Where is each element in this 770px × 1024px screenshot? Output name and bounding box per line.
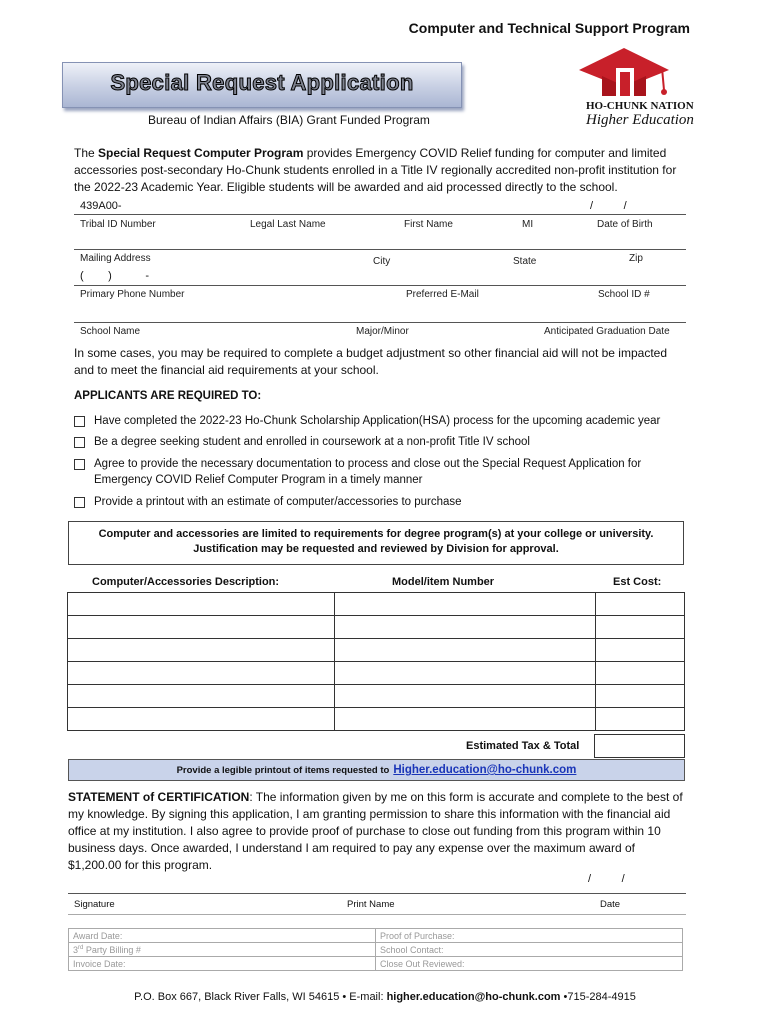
tax-total-label: Estimated Tax & Total — [466, 740, 580, 752]
requirement-item — [74, 413, 688, 429]
invoice-date-field: Invoice Date: — [69, 957, 376, 971]
budget-note: In some cases, you may be required to complete a budget adjustment so other financial aid will not be impacted and to meet the financial aid requirements at your school. — [74, 346, 667, 377]
footer — [0, 991, 770, 1003]
model-cell[interactable] — [335, 616, 596, 639]
description-cell[interactable] — [68, 685, 335, 708]
description-cell[interactable] — [68, 593, 335, 616]
state-label: State — [513, 256, 537, 267]
school-id-label: School ID # — [598, 289, 650, 300]
certification-body: : The information given by me on this form is accurate and complete to the best of my knowledge. By signing this application, I am granting permission to share this information with the financial aid office at my institution. I also agree to provide proof of purchase to close out funding from this program within 10 business days. Once awarded, I understand I am required to pay any expense over the maximum award of $1,200.00 for this program. — [68, 790, 683, 872]
program-title: Computer and Technical Support Program — [408, 20, 690, 36]
model-cell[interactable] — [335, 639, 596, 662]
signature-label: Signature — [74, 899, 115, 910]
row3-line — [74, 285, 686, 286]
cost-cell[interactable] — [596, 616, 685, 639]
first-name-label: First Name — [404, 219, 453, 230]
model-cell[interactable] — [335, 662, 596, 685]
certification-heading: STATEMENT of CERTIFICATION — [68, 790, 250, 804]
table-row — [68, 685, 685, 708]
requirement-text: Agree to provide the necessary documentation to process and close out the Special Request Application for Emergency COVID Relief Computer Program in a timely manner — [94, 458, 642, 486]
zip-label: Zip — [629, 253, 643, 264]
proof-field: Proof of Purchase: — [376, 929, 683, 943]
col-model-header: Model/item Number — [392, 576, 495, 588]
last-name-label: Legal Last Name — [250, 219, 326, 230]
table-row — [68, 662, 685, 685]
table-row — [68, 616, 685, 639]
requirements-heading: APPLICANTS ARE REQUIRED TO: — [74, 390, 262, 402]
items-table — [67, 592, 685, 731]
notice-line-1: Computer and accessories are limited to requirements for degree program(s) at your college or university. — [98, 528, 654, 540]
logo-subtitle: Higher Education — [586, 112, 694, 128]
printout-bar — [68, 759, 685, 781]
model-cell[interactable] — [335, 708, 596, 731]
tax-total-field[interactable] — [594, 734, 685, 758]
footer-phone: •715-284-4915 — [560, 991, 636, 1003]
intro-pre: The — [74, 146, 99, 160]
certification-statement — [68, 789, 688, 874]
model-cell[interactable] — [335, 593, 596, 616]
requirement-item — [74, 494, 688, 510]
tribal-id-prefix: 439A00- — [80, 200, 122, 212]
printout-text: Provide a legible printout of items requested to — [176, 764, 390, 776]
description-cell[interactable] — [68, 662, 335, 685]
cost-cell[interactable] — [596, 685, 685, 708]
col-description-header: Computer/Accessories Description: — [92, 576, 280, 588]
checkbox-icon[interactable] — [74, 416, 85, 427]
tribal-id-label: Tribal ID Number — [80, 219, 156, 230]
signature-line[interactable] — [68, 893, 686, 894]
divider — [68, 914, 686, 915]
email-label: Preferred E-Mail — [406, 289, 479, 300]
phone-label: Primary Phone Number — [80, 289, 185, 300]
row4-line — [74, 322, 686, 323]
dob-slashes: / / — [590, 200, 627, 212]
third-party-field: 3rd Party Billing # — [69, 943, 376, 957]
requirement-text: Be a degree seeking student and enrolled in coursework at a non-profit Title IV school — [94, 436, 530, 448]
school-name-label: School Name — [80, 326, 141, 337]
date-slashes: / / — [588, 873, 625, 885]
print-name-label: Print Name — [347, 899, 395, 910]
printout-email-link[interactable]: Higher.education@ho-chunk.com — [393, 764, 577, 776]
col-cost-header: Est Cost: — [613, 576, 662, 588]
close-out-field: Close Out Reviewed: — [376, 957, 683, 971]
major-label: Major/Minor — [356, 326, 409, 337]
intro-body: provides Emergency COVID Relief funding for computer and limited accessories post-secondary Ho-Chunk students enrolled in a Title IV regionally accredited non-profit institution for the 2022-23 Academic Year. Eligible students will be awarded and aid processed directly to the school. — [74, 146, 677, 194]
subtitle: Bureau of Indian Affairs (BIA) Grant Funded Program — [148, 113, 430, 127]
cost-cell[interactable] — [596, 593, 685, 616]
phone-format: ( ) - — [80, 270, 150, 282]
cost-cell[interactable] — [596, 639, 685, 662]
footer-address: P.O. Box 667, Black River Falls, WI 54615 • E-mail: — [134, 991, 387, 1003]
model-cell[interactable] — [335, 685, 596, 708]
mi-label: MI — [522, 219, 534, 230]
limits-notice — [68, 521, 684, 565]
school-contact-field: School Contact: — [376, 943, 683, 957]
office-use-table — [68, 928, 683, 971]
row2-line — [74, 249, 686, 250]
description-cell[interactable] — [68, 708, 335, 731]
mailing-label: Mailing Address — [80, 253, 151, 264]
checkbox-icon[interactable] — [74, 459, 85, 470]
grad-date-label: Anticipated Graduation Date — [544, 326, 670, 337]
requirement-text: Have completed the 2022-23 Ho-Chunk Scholarship Application(HSA) process for the upcoming academic year — [94, 415, 661, 427]
banner-title: Special Request Application — [110, 70, 414, 95]
ho-chunk-logo — [574, 42, 698, 134]
description-cell[interactable] — [68, 639, 335, 662]
notice-line-2: Justification may be requested and reviewed by Division for approval. — [193, 543, 559, 555]
requirement-text: Provide a printout with an estimate of computer/accessories to purchase — [94, 496, 462, 508]
logo-name: HO-CHUNK NATION — [586, 100, 694, 112]
intro-paragraph — [74, 145, 686, 196]
table-row — [68, 708, 685, 731]
dob-label: Date of Birth — [597, 219, 653, 230]
award-date-field: Award Date: — [69, 929, 376, 943]
title-banner — [62, 62, 462, 108]
table-row — [68, 593, 685, 616]
description-cell[interactable] — [68, 616, 335, 639]
requirement-item — [74, 456, 688, 488]
table-row — [68, 639, 685, 662]
intro-program-name: Special Request Computer Program — [98, 146, 304, 160]
row1-line — [74, 214, 686, 215]
requirement-item — [74, 434, 688, 450]
graduation-cap-icon — [574, 42, 698, 102]
cost-cell[interactable] — [596, 708, 685, 731]
cost-cell[interactable] — [596, 662, 685, 685]
checkbox-icon[interactable] — [74, 437, 85, 448]
city-label: City — [373, 256, 391, 267]
date-label: Date — [600, 899, 621, 910]
footer-email[interactable]: higher.education@ho-chunk.com — [386, 991, 561, 1003]
checkbox-icon[interactable] — [74, 497, 85, 508]
